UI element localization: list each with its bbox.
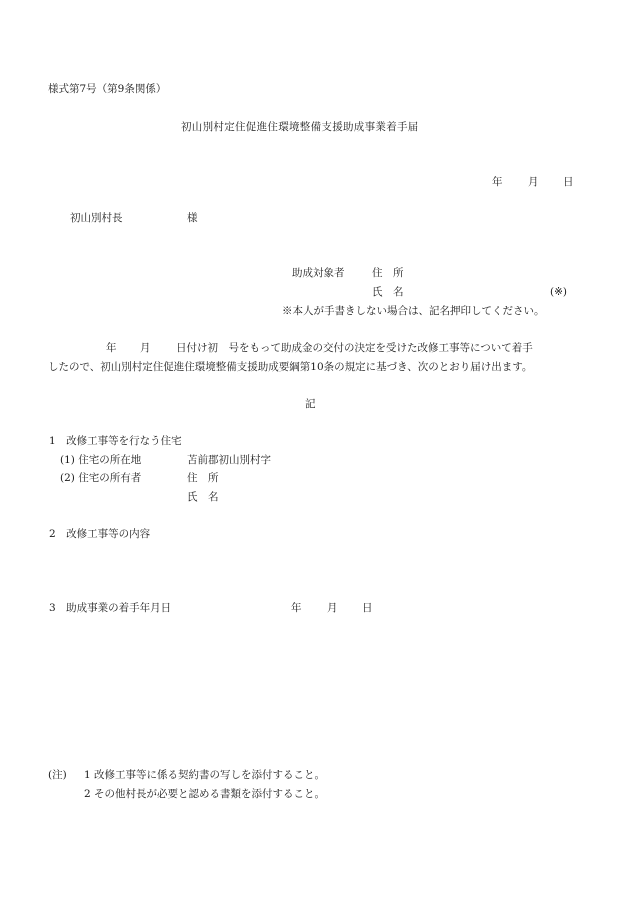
body-year: 年 [106, 342, 117, 354]
item1-sub1-label: (1) 住宅の所在地 [60, 454, 142, 466]
form-number: 様式第7号（第9条関係） [48, 83, 167, 95]
applicant-address-label: 住 所 [372, 267, 404, 279]
addressee-honorific: 様 [187, 212, 198, 224]
date-day: 日 [563, 176, 574, 188]
item1-title: 1 改修工事等を行なう住宅 [49, 435, 182, 447]
item3-day: 日 [362, 602, 373, 614]
body-line1-rest: 日付け初 号をもって助成金の交付の決定を受けた改修工事等について着手 [176, 342, 533, 354]
item3-title: 3 助成事業の着手年月日 [49, 602, 172, 614]
date-month: 月 [528, 176, 539, 188]
signature-note: ※本人が手書きしない場合は、記名押印してください。 [282, 305, 545, 317]
item1-sub2-label: (2) 住宅の所有者 [60, 472, 142, 484]
item2-title: 2 改修工事等の内容 [49, 528, 151, 540]
document-title: 初山別村定住促進住環境整備支援助成事業着手届 [181, 121, 419, 133]
item1-owner-address: 住 所 [187, 472, 219, 484]
item3-month: 月 [327, 602, 338, 614]
body-month: 月 [140, 342, 151, 354]
item3-year: 年 [291, 602, 302, 614]
applicant-name-label: 氏 名 [372, 286, 404, 298]
ki-heading: 記 [305, 398, 316, 410]
applicant-role: 助成対象者 [292, 267, 345, 279]
date-year: 年 [492, 176, 503, 188]
seal-mark: (※) [550, 286, 567, 298]
notes-prefix: (注) [48, 769, 67, 781]
item1-owner-name: 氏 名 [187, 491, 219, 503]
item1-sub1-value: 苫前郡初山別村字 [187, 454, 271, 466]
body-line2: したので、初山別村定住促進住環境整備支援助成要綱第10条の規定に基づき、次のとおり届け出ます。 [48, 361, 533, 373]
note-1: 1 改修工事等に係る契約書の写しを添付すること。 [84, 769, 326, 781]
note-2: 2 その他村長が必要と認める書類を添付すること。 [84, 788, 326, 800]
addressee-name: 初山別村長 [70, 212, 123, 224]
